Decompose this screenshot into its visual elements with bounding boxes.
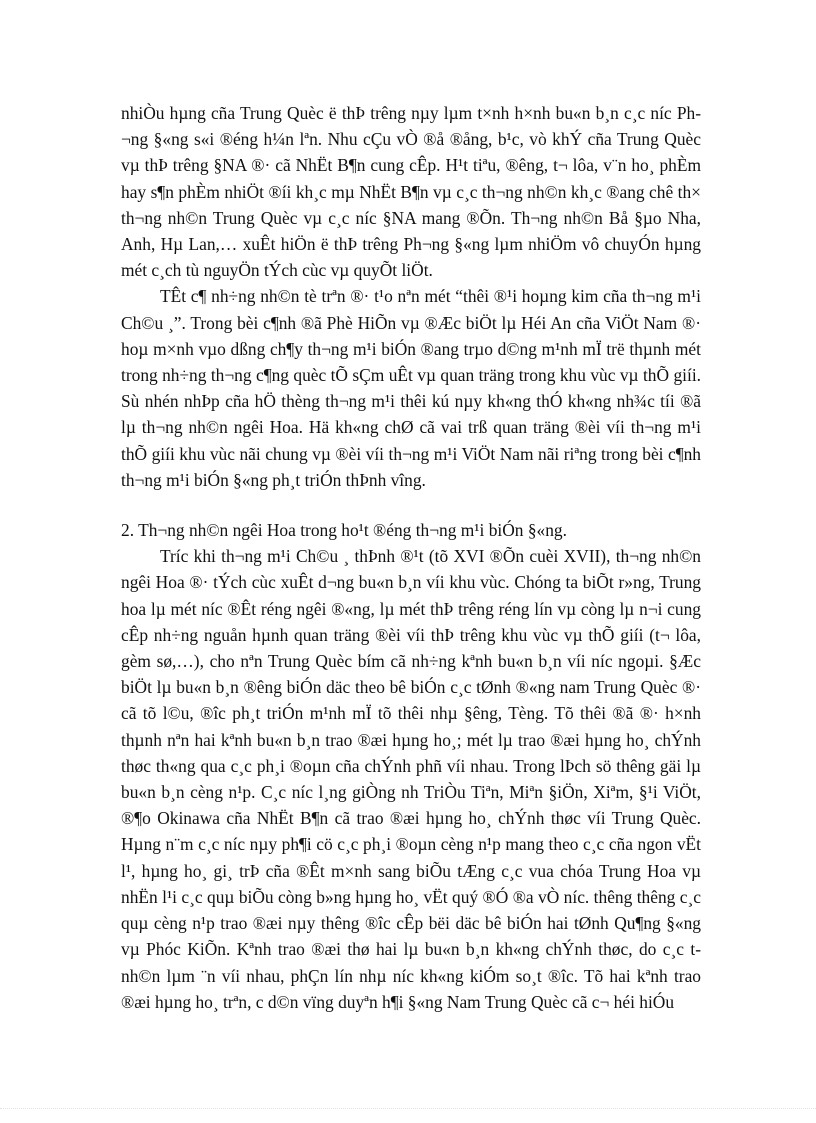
page-bottom-rule (0, 1108, 816, 1109)
paragraph-2: TÊt c¶ nh÷ng nh©n tè trªn ®· t¹o nªn mét “thêi ®¹i hoµng kim cña th¬ng m¹i Ch©u ¸”. Trong bèi c¶nh ®ã Phè HiÕn vµ ®Æc biÖt lµ Héi An cña ViÖt Nam ®· hoµ m×nh vµo dßng ch¶y th¬ng m¹i biÓn ®ang trµo d©ng m¹nh mÏ trë thµnh mét trong nh÷ng th¬ng c¶ng quèc tÕ sÇm uÊt vµ quan träng trong khu vùc vµ thÕ giíi. Sù nhén nhÞp cña hÖ thèng th¬ng m¹i thêi kú nµy kh«ng thÓ kh«ng nh¾c tíi ®ã lµ th¬ng nh©n ngêi Hoa. Hä kh«ng chØ cã vai trß quan träng ®èi víi th¬ng m¹i thÕ giíi khu vùc nãi chung vµ ®èi víi th¬ng m¹i ViÖt Nam nãi riªng trong bèi c¶nh th¬ng m¹i biÓn §«ng ph¸t triÓn thÞnh vîng. (121, 286, 701, 490)
document-body (121, 100, 701, 1015)
paragraph-1: nhiÒu hµng cña Trung Quèc ë thÞ trêng nµy lµm t×nh h×nh bu«n b¸n c¸c níc Ph¬ng §«ng s«i ®éng h¼n lªn. Nhu cÇu vÒ ®å ®ång, b¹c, vò khÝ cña Trung Quèc vµ thÞ trêng §NA ®· cã NhËt B¶n cung cÊp. H¹t tiªu, ®êng, t¬ lôa, v¨n ho¸ phÈm hay s¶n phÈm nhiÖt ®íi kh¸c mµ NhËt B¶n vµ c¸c th¬ng nh©n kh¸c ®ang chê th× th¬ng nh©n Trung Quèc vµ c¸c níc §NA mang ®Õn. Th¬ng nh©n Bå §µo Nha, Anh, Hµ Lan,… xuÊt hiÖn ë thÞ trêng Ph¬ng §«ng lµm nhiÖm vô chuyÓn hµng mét c¸ch tù nguyÖn tÝch cùc vµ quyÕt liÖt. (121, 103, 701, 281)
paragraph-3: Tríc khi th¬ng m¹i Ch©u ¸ thÞnh ®¹t (tõ XVI ®Õn cuèi XVII), th¬ng nh©n ngêi Hoa ®· tÝch cùc xuÊt d¬ng bu«n b¸n víi khu vùc. Chóng ta biÕt r»ng, Trung hoa lµ mét níc ®Êt réng ngêi ®«ng, lµ mét thÞ trêng réng lín vµ còng lµ n¬i cung cÊp nh÷ng nguån hµnh quan träng ®èi víi thÞ trêng khu vùc vµ thÕ giíi (t¬ lôa, gèm sø,…), cho nªn Trung Quèc bím cã nh÷ng kªnh bu«n b¸n víi níc ngoµi. §Æc biÖt lµ bu«n b¸n ®êng biÓn däc theo bê biÓn c¸c tØnh ®«ng nam Trung Quèc ®· cã tõ l©u, ®îc ph¸t triÓn m¹nh mÏ tõ thêi nhµ §êng, Tèng. Tõ thêi ®ã ®· h×nh thµnh nªn hai kªnh bu«n b¸n trao ®æi hµng ho¸; mét lµ trao ®æi hµng ho¸ chÝnh thøc th«ng qua c¸c ph¸i ®oµn cña chÝnh phñ víi nhau. Trong lÞch sö thêng gäi lµ bu«n b¸n cèng n¹p. C¸c níc l¸ng giÒng nh TriÒu Tiªn, Miªn §iÖn, Xiªm, §¹i ViÖt, ®¶o Okinawa cña NhËt B¶n cã trao ®æi hµng ho¸ chÝnh thøc víi Trung Quèc. Hµng n¨m c¸c níc nµy ph¶i cö c¸c ph¸i ®oµn cèng n¹p mang theo c¸c cña ngon vËt l¹, hµng ho¸ gi¸ trÞ cña ®Êt m×nh sang biÕu tÆng c¸c vua chóa Trung Hoa vµ nhËn l¹i c¸c quµ biÕu còng b»ng hµng ho¸ vËt quý ®Ó ®a vÒ níc. thêng thêng c¸c quµ cèng n¹p trao ®æi nµy thêng ®îc cÊp bëi däc bê biÓn hai tØnh Qu¶ng §«ng vµ Phóc KiÕn. Kªnh trao ®æi thø hai lµ bu«n b¸n kh«ng chÝnh thøc, do c¸c t nh©n lµm ¨n víi nhau, phÇn lín nhµ níc kh«ng kiÓm so¸t ®îc. Tõ hai kªnh trao ®æi hµng ho¸ trªn, c d©n vïng duyªn h¶i §«ng Nam Trung Quèc cã c¬ héi hiÓu (121, 546, 701, 1012)
section-heading: 2. Th¬ng nh©n ngêi Hoa trong ho¹t ®éng th¬ng m¹i biÓn §«ng. (121, 520, 567, 541)
